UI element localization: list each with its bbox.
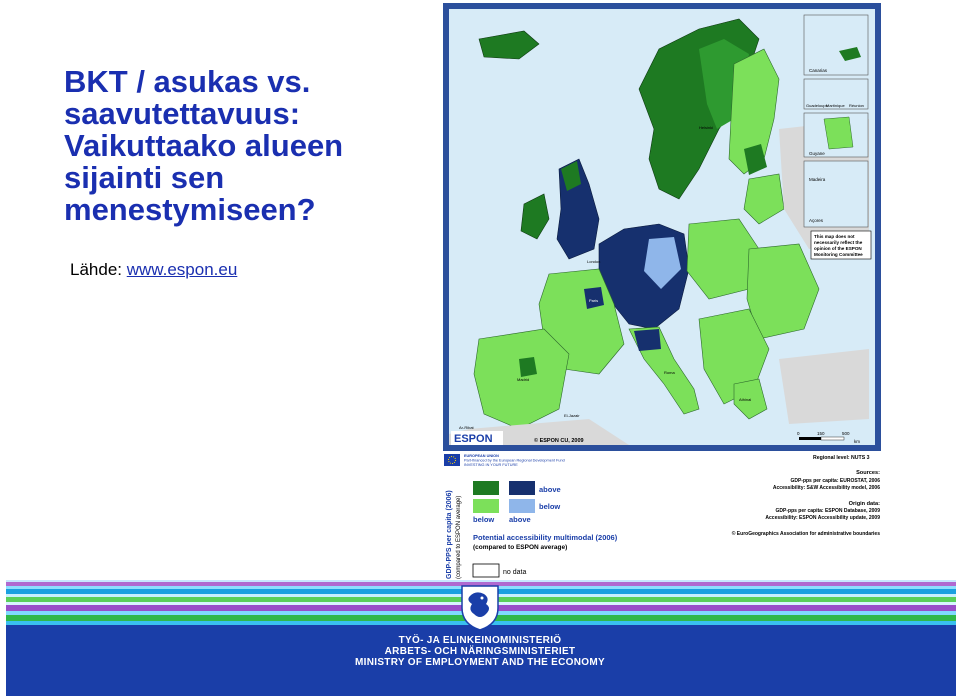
title-line: Vaikuttaako alueen — [64, 128, 344, 163]
ministry-name-en: MINISTRY OF EMPLOYMENT AND THE ECONOMY — [355, 657, 605, 668]
swatch-dark-green — [473, 481, 499, 495]
scale-label: 150 — [817, 431, 825, 436]
legend-y-axis — [446, 490, 453, 579]
disclaimer-line: necessarily reflect the — [814, 240, 863, 245]
inset-label: Martinique — [826, 103, 845, 108]
origin-title: Origin data: — [848, 501, 880, 507]
europe-map-graphic — [449, 9, 875, 445]
inset-label: Réunion — [849, 103, 864, 108]
iceland-region — [479, 31, 539, 59]
espon-logo: ESPON — [454, 433, 493, 445]
scale-label: 500 — [842, 431, 850, 436]
map-copyright: © ESPON CU, 2009 — [534, 438, 584, 444]
city-label: Roma — [664, 370, 675, 375]
legend-x-sub: (compared to ESPON average) — [473, 544, 568, 551]
title-line: sijainti sen — [64, 160, 225, 195]
source-link[interactable]: www.espon.eu — [126, 260, 238, 279]
inset-canarias — [804, 15, 868, 75]
title-line: BKT / asukas vs. — [64, 64, 311, 99]
legend-graphic — [443, 451, 881, 579]
legend-below-right: below — [539, 502, 561, 511]
city-label: Helsinki — [699, 125, 714, 130]
legend-x-main: Potential accessibility multimodal — [473, 533, 594, 542]
city-label: El-Jazair — [564, 413, 580, 418]
title-line: saavutettavuus: — [64, 96, 301, 131]
legend-y-year: (2006) — [446, 490, 453, 511]
turkey-area — [779, 349, 869, 424]
ministry-footer — [0, 580, 960, 696]
legend-above-right: above — [539, 485, 561, 494]
swatch-no-data — [473, 564, 499, 577]
eu-line: INVESTING IN YOUR FUTURE — [464, 463, 518, 467]
scale-bar-segment — [821, 437, 844, 440]
city-label: London — [587, 259, 601, 264]
map-canvas — [449, 9, 875, 445]
source-line: Accessibility: S&W Accessibility model, 2006 — [772, 485, 880, 491]
swatch-dark-blue — [509, 481, 535, 495]
legend-y-main: GDP-PPS per capita — [446, 512, 453, 579]
disclaimer-line: Monitoring Committee — [814, 252, 863, 257]
inset-label: Madeira — [809, 177, 826, 182]
espon-map — [443, 3, 881, 451]
regional-level: Regional level: NUTS 3 — [813, 455, 870, 461]
title-line: menestymiseen? — [64, 192, 316, 227]
legend-no-data: no data — [503, 569, 527, 576]
city-label: Paris — [589, 298, 599, 303]
baltic-region — [744, 174, 784, 224]
legend-below-bottom: below — [473, 515, 495, 524]
city-label: Ar-Ribat — [459, 425, 474, 430]
source-label: Lähde: — [70, 260, 122, 279]
ireland-region — [521, 194, 549, 239]
city-label: Madrid — [517, 377, 530, 382]
eu-line: EUROPEAN UNION — [464, 454, 499, 458]
swatch-light-blue — [509, 499, 535, 513]
inset-label: Canarias — [809, 68, 828, 73]
disclaimer-line: This map does not — [814, 234, 855, 239]
legend-y-sub: (compared to ESPON average) — [456, 495, 462, 579]
legend-above-bottom: above — [509, 515, 531, 524]
guyane-shape — [824, 117, 853, 149]
madrid-region — [519, 357, 537, 377]
origin-line: Accessibility: ESPON Accessibility update, 2009 — [765, 515, 880, 521]
sources-title: Sources: — [856, 470, 880, 476]
origin-line: GDP-pps per capita: ESPON Database, 2009 — [775, 508, 880, 514]
ministry-name-fi: TYÖ- JA ELINKEINOMINISTERIÖ — [398, 635, 562, 646]
source-line — [70, 260, 237, 280]
inset-label: Guyane — [809, 151, 825, 156]
scale-label: 0 — [797, 431, 800, 436]
inset-label: Açores — [809, 218, 824, 223]
swatch-light-green — [473, 499, 499, 513]
city-label: Athinai — [739, 397, 752, 402]
lion-crest-icon — [458, 582, 502, 632]
eu-line: Part-financed by the European Regional Development Fund — [464, 458, 565, 463]
legend-x-axis — [473, 533, 618, 542]
ministry-name-sv: ARBETS- OCH NÄRINGSMINISTERIET — [384, 646, 576, 657]
source-line: GDP-pps per capita: EUROSTAT, 2006 — [790, 478, 880, 484]
disclaimer-line: opinion of the ESPON — [814, 246, 862, 251]
eastern-region — [747, 244, 819, 339]
map-legend — [443, 451, 881, 579]
scale-unit: km — [854, 439, 860, 444]
eu-flag-icon — [444, 454, 460, 466]
slide-title — [64, 66, 436, 226]
inset-label: Guadeloupe — [806, 103, 828, 108]
boundaries-credit: © EuroGeographics Association for administrative boundaries — [731, 531, 880, 537]
legend-x-year: (2006) — [595, 533, 618, 542]
